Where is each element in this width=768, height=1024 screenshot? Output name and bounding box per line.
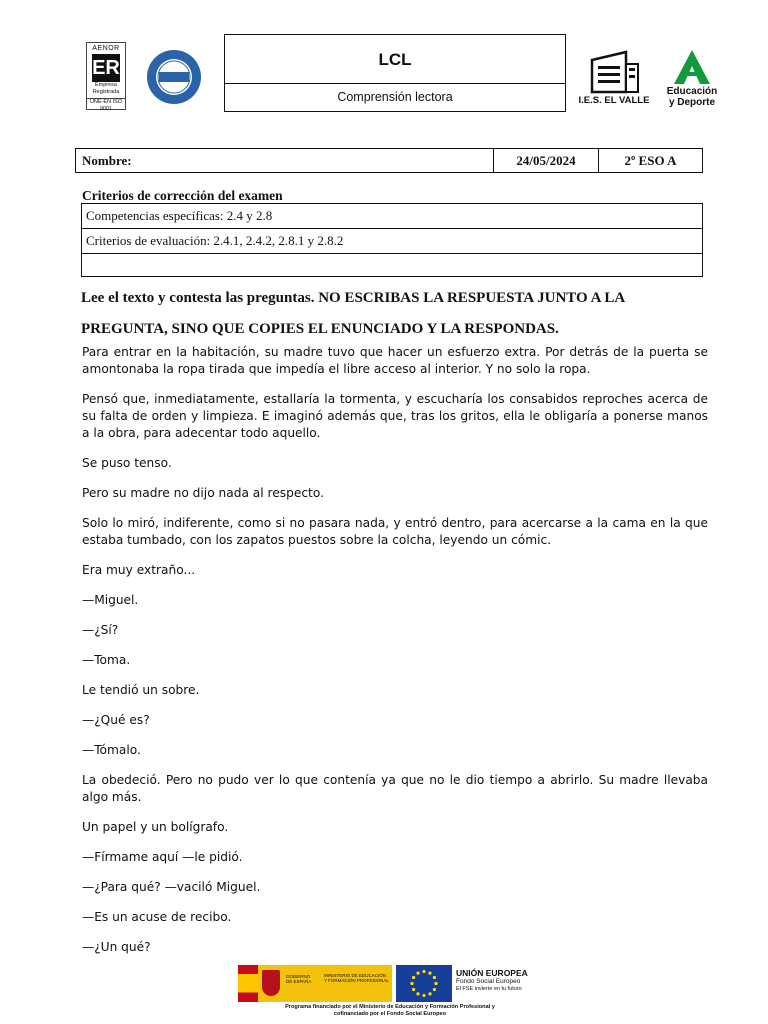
name-field-label[interactable]: Nombre: bbox=[76, 149, 494, 172]
subject-subtitle: Comprensión lectora bbox=[337, 90, 453, 104]
aenor-line3: UNE-EN ISO 9001 bbox=[87, 98, 125, 113]
aenor-logo-top: AENOR bbox=[92, 45, 120, 52]
aenor-logo bbox=[86, 42, 126, 110]
text-paragraph: Le tendió un sobre. bbox=[82, 683, 200, 697]
subject-title: LCL bbox=[225, 35, 565, 84]
eu-fund: Fondo Social Europeo bbox=[456, 978, 521, 985]
eu-title: UNIÓN EUROPEA bbox=[456, 968, 528, 978]
andalucia-a-icon bbox=[672, 48, 712, 86]
coat-of-arms-icon bbox=[262, 970, 280, 996]
aenor-er-mark: ER bbox=[92, 54, 120, 82]
text-paragraph: Para entrar en la habitación, su madre tuvo que hacer un esfuerzo extra. Por detrás de la puerta se amontonaba la ropa tirada que impedía el libre acceso al interior. Y no solo la ropa. bbox=[82, 345, 708, 376]
student-info-table bbox=[75, 148, 703, 173]
reading-text bbox=[82, 344, 708, 969]
spain-flag-icon bbox=[238, 965, 258, 1002]
ministry-line2: y Deporte bbox=[668, 97, 716, 108]
ies-el-valle-logo bbox=[578, 50, 650, 110]
instructions-caps: NO ESCRIBAS LA RESPUESTA JUNTO A LA PREGUNTA, SINO QUE COPIES EL ENUNCIADO Y LA RESPONDAS. bbox=[81, 290, 625, 337]
text-paragraph: —Miguel. bbox=[82, 593, 139, 607]
text-paragraph: La obedeció. Pero no pudo ver lo que contenía ya que no le dio tiempo a abrirlo. Su madre llevaba algo más. bbox=[82, 773, 708, 804]
text-paragraph: —¿Sí? bbox=[82, 623, 119, 637]
funding-logos bbox=[238, 965, 538, 1003]
funding-note-line2: cofinanciado por el Fondo Social Europeo bbox=[333, 1011, 447, 1017]
criteria-row: Competencias específicas: 2.4 y 2.8 bbox=[82, 204, 702, 229]
criteria-table bbox=[81, 203, 703, 277]
aenor-line2: Registrada bbox=[92, 89, 120, 95]
text-paragraph: —Toma. bbox=[82, 653, 131, 667]
text-paragraph: —Es un acuse de recibo. bbox=[82, 910, 232, 924]
instructions-lead: Lee el texto y contesta las preguntas. bbox=[81, 290, 315, 306]
eu-flag-icon bbox=[396, 965, 452, 1002]
school-building-icon bbox=[586, 50, 642, 94]
class-group: 2º ESO A bbox=[624, 153, 677, 168]
funding-note bbox=[240, 1004, 540, 1018]
text-paragraph: Era muy extraño... bbox=[82, 563, 196, 577]
text-paragraph: —¿Un qué? bbox=[82, 940, 151, 954]
subject-header-box bbox=[224, 34, 566, 112]
criteria-heading: Criterios de corrección del examen bbox=[82, 188, 283, 203]
text-paragraph: Se puso tenso. bbox=[82, 456, 172, 470]
exam-date: 24/05/2024 bbox=[494, 149, 599, 172]
instructions bbox=[81, 283, 711, 345]
iqnet-certified-logo bbox=[145, 48, 203, 106]
text-paragraph: —Fírmame aquí —le pidió. bbox=[82, 850, 243, 864]
text-paragraph: Pero su madre no dijo nada al respecto. bbox=[82, 486, 324, 500]
criteria-row-empty bbox=[82, 254, 702, 276]
school-name: I.E.S. EL VALLE bbox=[578, 95, 650, 106]
eu-text bbox=[456, 968, 556, 993]
funding-note-line1: Programa financiado por el Ministerio de Educación y Formación Profesional y bbox=[285, 1004, 495, 1010]
criteria-row: Criterios de evaluación: 2.4.1, 2.4.2, 2.8.1 y 2.8.2 bbox=[82, 229, 702, 254]
text-paragraph: Pensó que, inmediatamente, estallaría la tormenta, y escucharía los consabidos reproches acerca de su falta de orden y limpieza. E imaginó además que, tras los gritos, ella le obligaría a ponerse manos a la obra, para adecentar todo aquello. bbox=[82, 392, 708, 440]
text-paragraph: —¿Para qué? —vaciló Miguel. bbox=[82, 880, 261, 894]
junta-andalucia-logo bbox=[662, 48, 722, 112]
aenor-line1: Empresa bbox=[94, 82, 117, 88]
text-paragraph: Un papel y un bolígrafo. bbox=[82, 820, 229, 834]
ministry-line1: Educación bbox=[666, 86, 718, 97]
text-paragraph: Solo lo miró, indiferente, como si no pasara nada, y entró dentro, para acercarse a la cama en la que estaba tumbado, con los zapatos puestos sobre la colcha, leyendo un cómic. bbox=[82, 516, 708, 547]
ministerio-label: MINISTERIO DE EDUCACIÓN Y FORMACIÓN PROFESIONAL bbox=[324, 973, 389, 983]
eu-motto: El FSE invierte en tu futuro bbox=[456, 986, 522, 992]
text-paragraph: —¿Qué es? bbox=[82, 713, 150, 727]
gobierno-label: GOBIERNO DE ESPAÑA bbox=[286, 974, 312, 984]
text-paragraph: —Tómalo. bbox=[82, 743, 141, 757]
gobierno-espana-logo bbox=[238, 965, 392, 1002]
